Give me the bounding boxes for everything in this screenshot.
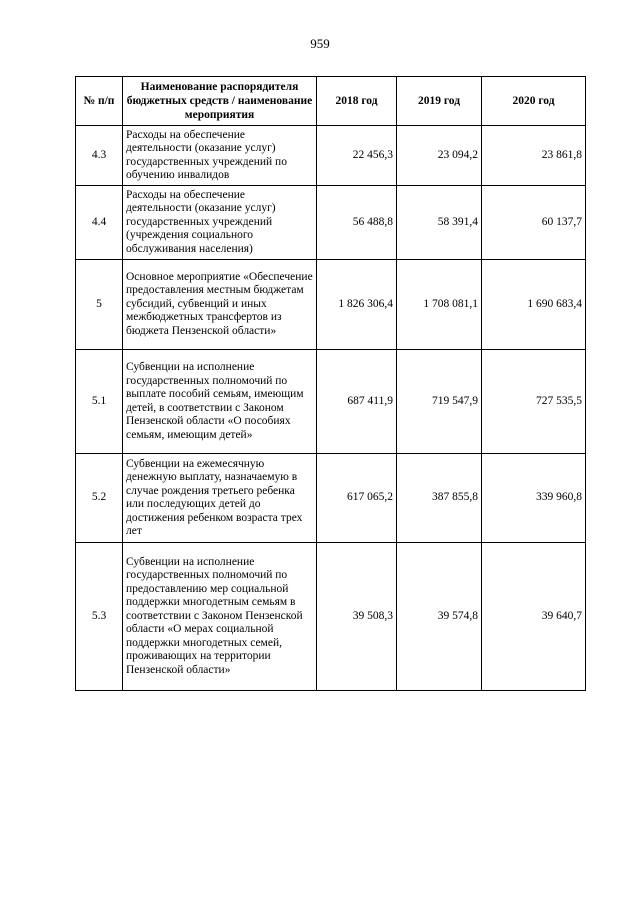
- table-header-row: [76, 77, 586, 126]
- row-value-2018: 22 456,3: [317, 126, 397, 186]
- row-num: 4.3: [76, 126, 123, 186]
- row-value-2020: 60 137,7: [482, 186, 586, 260]
- page-number: 959: [310, 36, 330, 51]
- row-value-2020: 339 960,8: [482, 454, 586, 543]
- row-value-2020: 727 535,5: [482, 350, 586, 454]
- row-name: Расходы на обеспечение деятельности (оказание услуг) государственных учреждений по обучению инвалидов: [123, 126, 317, 186]
- row-name: Субвенции на исполнение государственных полномочий по выплате пособий семьям, имеющим детей, в соответствии с Законом Пензенской области «О пособиях семьям, имеющим детей»: [123, 350, 317, 454]
- row-num: 5.3: [76, 543, 123, 691]
- row-name: Основное мероприятие «Обеспечение предоставления местным бюджетам субсидий, субвенций и иных межбюджетных трансфертов из бюджета Пензенской области»: [123, 260, 317, 350]
- table-row: [76, 186, 586, 260]
- row-value-2018: 1 826 306,4: [317, 260, 397, 350]
- row-value-2018: 39 508,3: [317, 543, 397, 691]
- row-num: 5.1: [76, 350, 123, 454]
- row-value-2020: 1 690 683,4: [482, 260, 586, 350]
- row-value-2019: 1 708 081,1: [397, 260, 482, 350]
- row-value-2019: 387 855,8: [397, 454, 482, 543]
- row-value-2020: 23 861,8: [482, 126, 586, 186]
- row-num: 4.4: [76, 186, 123, 260]
- table-row: [76, 543, 586, 691]
- header-2019: 2019 год: [397, 77, 482, 126]
- table-row: [76, 454, 586, 543]
- row-value-2018: 56 488,8: [317, 186, 397, 260]
- row-name: Субвенции на ежемесячную денежную выплату, назначаемую в случае рождения третьего ребенка или последующих детей до достижения ребенком возраста трех лет: [123, 454, 317, 543]
- row-value-2018: 617 065,2: [317, 454, 397, 543]
- row-value-2019: 23 094,2: [397, 126, 482, 186]
- header-2018: 2018 год: [317, 77, 397, 126]
- row-value-2019: 39 574,8: [397, 543, 482, 691]
- row-name: Расходы на обеспечение деятельности (оказание услуг) государственных учреждений (учреждения социального обслуживания населения): [123, 186, 317, 260]
- budget-table: [75, 76, 586, 691]
- table-row: [76, 350, 586, 454]
- row-value-2019: 719 547,9: [397, 350, 482, 454]
- row-value-2019: 58 391,4: [397, 186, 482, 260]
- header-num: № п/п: [76, 77, 123, 126]
- table-row: [76, 260, 586, 350]
- row-name: Субвенции на исполнение государственных полномочий по предоставлению мер социальной поддержки многодетным семьям в соответствии с Законом Пензенской области «О мерах социальной поддержки многодетных семей, проживающих на территории Пензенской области»: [123, 543, 317, 691]
- header-2020: 2020 год: [482, 77, 586, 126]
- header-name: Наименование распорядителя бюджетных средств / наименование мероприятия: [123, 77, 317, 126]
- row-value-2020: 39 640,7: [482, 543, 586, 691]
- table-row: [76, 126, 586, 186]
- row-value-2018: 687 411,9: [317, 350, 397, 454]
- row-num: 5: [76, 260, 123, 350]
- row-num: 5.2: [76, 454, 123, 543]
